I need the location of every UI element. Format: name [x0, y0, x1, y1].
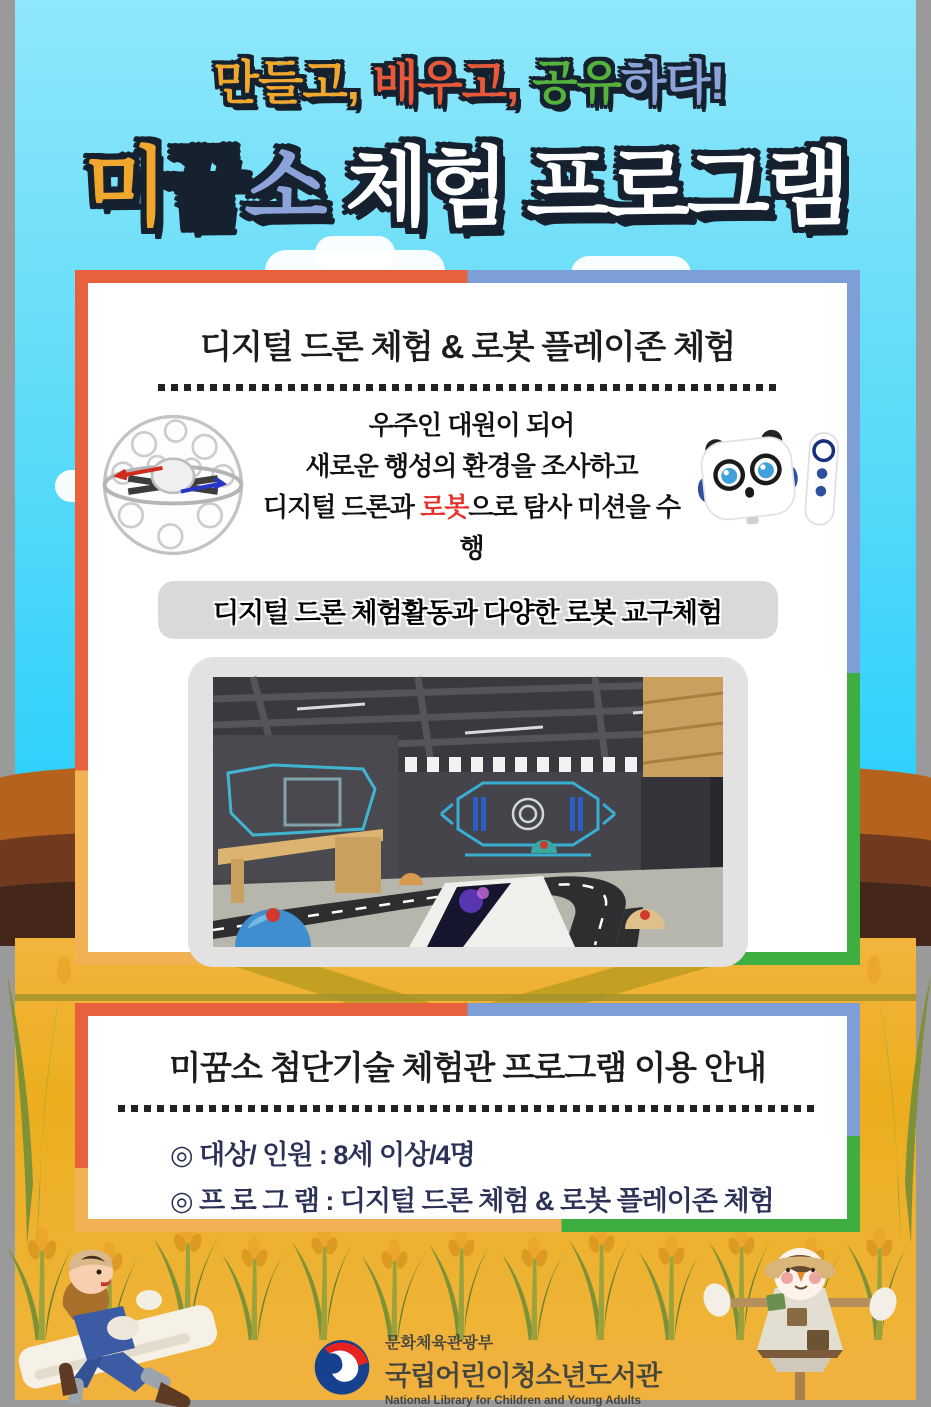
experience-intro-row: [88, 391, 847, 569]
wheat-stalks-right: [861, 944, 931, 1244]
robot-icon: [691, 424, 841, 551]
library-logo: [311, 1330, 661, 1407]
wheat-stalks-left: [7, 944, 77, 1244]
experience-room-photo: [213, 677, 723, 947]
program-info-item-target: ◎ 대상/ 인원 : 8세 이상/4명: [170, 1140, 475, 1170]
title-char-mi: 미: [84, 140, 165, 236]
experience-description: [252, 405, 691, 569]
tagline-word-share: 공유: [532, 56, 621, 109]
experience-room-photo-panel: [188, 657, 748, 967]
description-line-2: 새로운 행성의 환경을 조사하고: [305, 451, 638, 481]
robot-highlight: 로봇: [420, 492, 469, 522]
description-line-1: 우주인 대원이 되어: [368, 410, 575, 440]
description-line-3: 디지털 드론과 로봇으로 탐사 미션을 수행: [263, 492, 680, 563]
library-name-english: National Library for Children and Young Adults: [385, 1395, 641, 1407]
program-info-list: [88, 1112, 847, 1224]
tagline-word-do: 하다!: [620, 56, 725, 109]
tagline-word-make: 만들고,: [213, 56, 359, 109]
title-rest: 체험 프로그램: [324, 140, 847, 236]
info-card: [75, 1003, 860, 1232]
program-poster: [15, 0, 916, 1407]
activity-pill: 디지털 드론 체험활동과 다양한 로봇 교구체험: [158, 581, 778, 639]
farmer-character: [3, 1236, 253, 1406]
info-card-heading: 미꿈소 첨단기술 체험관 프로그램 이용 안내: [169, 1049, 766, 1086]
title-char-so: 소: [244, 140, 325, 236]
poster-title: [15, 118, 916, 242]
title-char-kkum: 꿈: [164, 140, 245, 236]
program-info-item-program: ◎ 프 로 그 램 : 디지털 드론 체험 & 로봇 플레이존 체험: [170, 1186, 774, 1216]
experience-card-heading: 디지털 드론 체험 & 로봇 플레이존 체험: [199, 328, 735, 365]
scarecrow-character: [695, 1242, 905, 1400]
poster-tagline: [15, 46, 916, 113]
library-logo-text: [385, 1330, 661, 1407]
drone-icon: [94, 410, 252, 565]
ministry-name: 문화체육관광부: [385, 1335, 494, 1352]
taegeuk-emblem-icon: [311, 1335, 373, 1402]
field-band: [15, 994, 916, 1001]
dotted-divider: [158, 384, 778, 391]
dotted-divider: [118, 1105, 818, 1112]
library-name: 국립어린이청소년도서관: [385, 1361, 661, 1391]
tagline-word-learn: 배우고,: [372, 56, 519, 109]
experience-card: [75, 270, 860, 965]
